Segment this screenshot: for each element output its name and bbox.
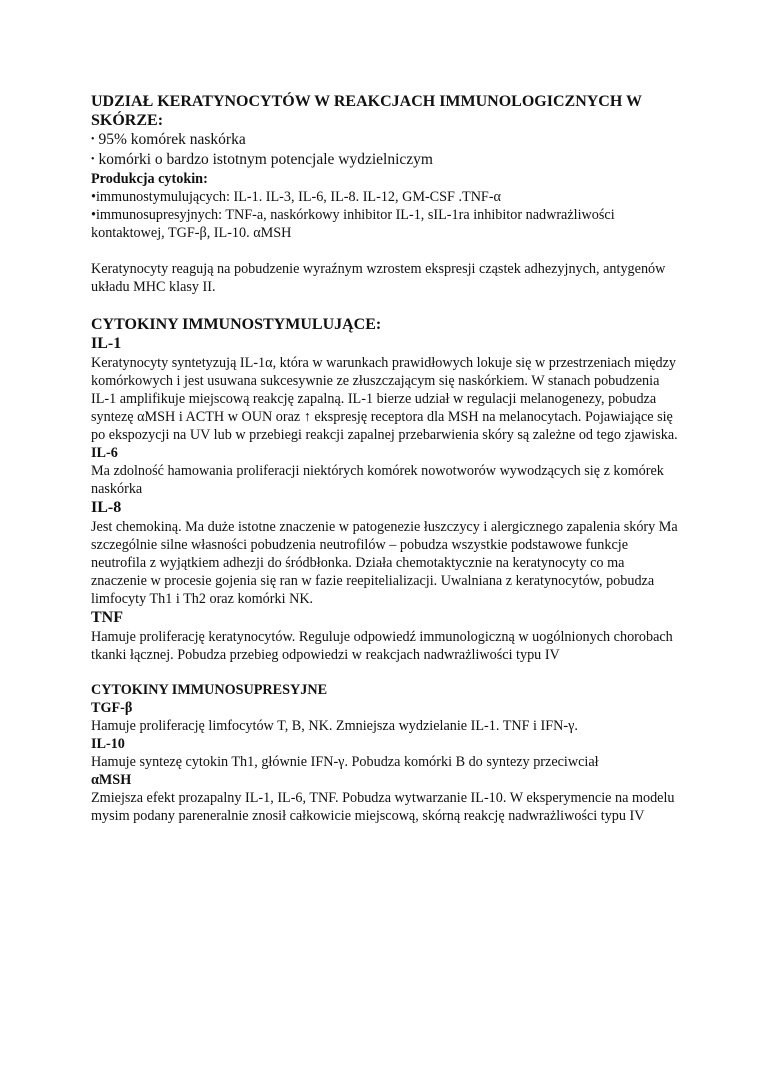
cytokine-name-il6: IL-6 [91,445,118,461]
cytokine-name-tgf-beta: TGF-β [91,700,133,716]
cytokine-description-il6: Ma zdolność hamowania proliferacji niektórych komórek nowotworów wywodzących się z komórek naskórka [91,463,664,497]
cytokine-name-il8: IL-8 [91,499,122,516]
intro-bullet-text: 95% komórek naskórka [98,131,246,148]
cytokine-name-il1: IL-1 [91,335,122,352]
bullet-dot-icon: • [91,154,95,165]
intro-bullet [91,150,681,170]
cytokine-production-item: •immunosupresyjnych: TNF-a, naskórkowy inhibitor IL-1, sIL-1ra inhibitor nadwrażliwości kontaktowej, TGF-β, IL-10. αMSH [91,207,615,241]
immunosuppressive-heading: CYTOKINY IMMUNOSUPRESYJNE [91,682,328,698]
cytokine-description-il8: Jest chemokiną. Ma duże istotne znaczenie w patogenezie łuszczycy i alergicznego zapalenia skóry Ma szczególnie silne własności pobudzenia neutrofilów – pobudza wszystkie podstawowe funkcje neutrofila z wyjątkiem adhezji do śródbłonka. Działa chemotaktycznie na keratynocyty co ma znaczenie w procesie gojenia się ran w fazie reepitelializacji. Uwalniana z keratynocytów, pobudza limfocyty Th1 i Th2 oraz komórki NK. [91,519,678,607]
cytokine-description-il1: Keratynocyty syntetyzują IL-1α, która w warunkach prawidłowych lokuje się w przestrzeniach między komórkowych i jest usuwana sukcesywnie ze złuszczającym się naskórkiem. W stanach pobudzenia IL-1 amplifikuje miejscową reakcję zapalną. IL-1 bierze udział w regulacji melanogenezy, pobudza syntezę αMSH i ACTH w OUN oraz ↑ ekspresję receptora dla MSH na melanocytach. Pojawiające się po ekspozycji na UV lub w przebiegi reakcji zapalnej przebarwienia skóry są zależne od tego zjawiska. [91,355,678,443]
cytokine-description-tgf-beta: Hamuje proliferację limfocytów T, B, NK. Zmniejsza wydzielanie IL-1. TNF i IFN-γ. [91,718,578,734]
cytokine-description-tnf: Hamuje proliferację keratynocytów. Reguluje odpowiedź immunologiczną w uogólnionych chorobach tkanki łącznej. Pobudza przebieg odpowiedzi w reakcjach nadwrażliwości typu IV [91,629,673,663]
cytokine-production-item: •immunostymulujących: IL-1. IL-3, IL-6, IL-8. IL-12, GM-CSF .TNF-α [91,189,501,205]
bullet-dot-icon: • [91,134,95,145]
cytokine-description-il10: Hamuje syntezę cytokin Th1, głównie IFN-γ. Pobudza komórki B do syntezy przeciwciał [91,754,599,770]
cytokine-name-amsh: αMSH [91,772,132,788]
cytokine-description-amsh: Zmiejsza efekt prozapalny IL-1, IL-6, TNF. Pobudza wytwarzanie IL-10. W eksperymencie na modelu mysim podany pareneralnie znosił całkowicie miejscową, skórną reakcję nadwrażliwości typu IV [91,790,675,824]
intro-bullet-text: komórki o bardzo istotnym potencjale wydzielniczym [98,151,433,168]
cytokine-name-il10: IL-10 [91,736,125,752]
document-title: UDZIAŁ KERATYNOCYTÓW W REAKCJACH IMMUNOLOGICZNYCH W SKÓRZE: [91,93,642,129]
cytokine-production-heading: Produkcja cytokin: [91,171,208,187]
cytokine-name-tnf: TNF [91,609,123,626]
document-page [91,92,681,825]
keratinocyte-paragraph: Keratynocyty reagują na pobudzenie wyraźnym wzrostem ekspresji cząstek adhezyjnych, antygenów układu MHC klasy II. [91,261,666,295]
intro-bullet [91,130,681,150]
immunostimulating-heading: CYTOKINY IMMUNOSTYMULUJĄCE: [91,316,382,333]
